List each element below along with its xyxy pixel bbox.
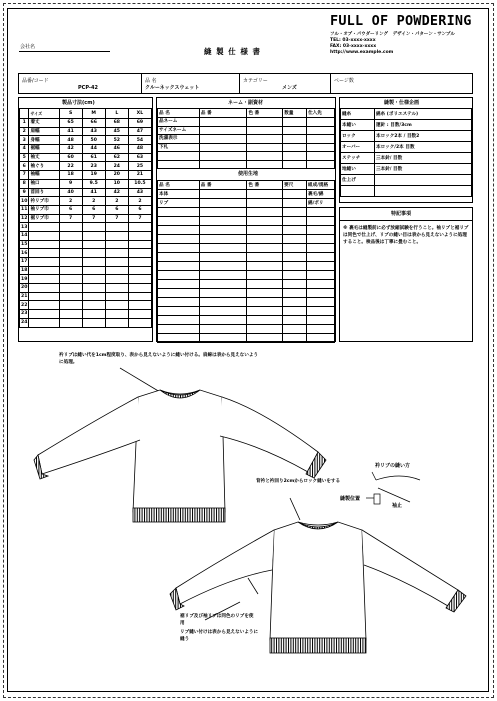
spec-value: 三本針/ 目数 <box>375 164 472 175</box>
measurement-value: 69 <box>128 119 151 128</box>
measurement-value: 9 <box>59 179 82 188</box>
size-col-s: S <box>59 109 82 119</box>
row-number: 1 <box>20 119 29 128</box>
measurement-value: 54 <box>128 136 151 145</box>
right-annotation-2: 縫製位置 <box>340 496 361 502</box>
measurement-label: 衿リブ巾 <box>29 197 59 206</box>
fabric-title: 使用生地 <box>238 171 259 177</box>
measurement-value: 6 <box>59 205 82 214</box>
row-number: 7 <box>20 171 29 180</box>
size-table-title: 製品寸法(cm) <box>62 100 95 106</box>
measurement-value: 2 <box>59 197 82 206</box>
measurement-value: 7 <box>105 214 128 223</box>
measurement-value: 60 <box>59 153 82 162</box>
measurement-value: 47 <box>128 127 151 136</box>
measurement-value: 7 <box>82 214 105 223</box>
measurement-value: 42 <box>105 188 128 197</box>
item-no-value: PCP-42 <box>78 85 98 91</box>
measurement-value: 68 <box>105 119 128 128</box>
measurement-value: 41 <box>82 188 105 197</box>
measurement-label: 身幅 <box>29 136 59 145</box>
measurement-label: 首回り <box>29 188 59 197</box>
measurement-label: 袖口 <box>29 179 59 188</box>
measurement-value: 62 <box>105 153 128 162</box>
measurement-value: 2 <box>82 197 105 206</box>
measurement-value: 46 <box>105 145 128 154</box>
page-count-label: ページ数 <box>334 78 354 84</box>
measurement-label: 袖リブ巾 <box>29 205 59 214</box>
spec-value: 運針 : 目数/3cm <box>375 120 472 131</box>
detail-callout <box>366 472 420 504</box>
brand-line-2: デザイン・パターン・サンプル <box>392 32 455 37</box>
row-number: 11 <box>21 207 28 213</box>
row-number: 6 <box>20 162 29 171</box>
brand-line-3: TEL: 03-xxxx-xxxx <box>330 38 376 43</box>
measurement-value: 44 <box>82 145 105 154</box>
spec-label: オーバー <box>341 142 375 153</box>
item-name-value: クルーネックスウェット <box>145 85 200 91</box>
row-number: 23 <box>21 311 28 317</box>
spec-label: 縫糸 <box>341 109 375 120</box>
row-number: 15 <box>21 241 28 247</box>
fabric-name: 本体 <box>158 190 200 199</box>
measurement-value: 65 <box>59 119 82 128</box>
row-number: 20 <box>21 285 28 291</box>
measurement-label: 裾幅 <box>29 145 59 154</box>
measurement-value: 10.5 <box>128 179 151 188</box>
item-no-label: 品番/コード <box>22 78 49 84</box>
size-col-l: L <box>105 109 128 119</box>
row-number: 8 <box>20 179 29 188</box>
bottom-annotation-2: リブ縫い付けは表から見えないように縫う <box>180 630 259 642</box>
bottom-annotation-1: 裾リブ及び袖リブは同色のリブを使用 <box>180 614 254 626</box>
measurement-value: 66 <box>82 119 105 128</box>
fabric-cell: 綿/ポリ <box>307 199 335 208</box>
measurement-value: 43 <box>82 127 105 136</box>
measurement-value: 63 <box>128 153 151 162</box>
spec-label: 本縫い <box>341 120 375 131</box>
row-number: 3 <box>20 136 29 145</box>
size-col-m: M <box>82 109 105 119</box>
spec-value: 三本針/ 目数 <box>375 153 472 164</box>
measurement-value: 23 <box>82 162 105 171</box>
measurement-value: 6 <box>105 205 128 214</box>
measurement-value: 50 <box>82 136 105 145</box>
row-number: 10 <box>21 198 28 204</box>
spec-value: 本ロック2本 / 目数2 <box>375 131 472 142</box>
category-value: メンズ <box>282 85 297 91</box>
spec-label: ステッチ <box>341 153 375 164</box>
measurement-value: 48 <box>128 145 151 154</box>
row-number: 5 <box>20 153 29 162</box>
fabric-header: 品 番 <box>199 181 247 190</box>
measurement-value: 6 <box>128 205 151 214</box>
measurement-value: 21 <box>128 171 151 180</box>
measurement-value: 61 <box>82 153 105 162</box>
measurement-label: 袖ぐり <box>29 162 59 171</box>
row-number: 9 <box>20 188 29 197</box>
measurement-value: 19 <box>82 171 105 180</box>
fabric-header: 色 番 <box>247 181 283 190</box>
spec-value: 綿糸 (ポリエステル) <box>375 109 472 120</box>
material-name: 下札 <box>158 143 200 152</box>
measurement-label: 着丈 <box>29 119 59 128</box>
sewing-spec-title: 縫製・仕様企画 <box>384 100 420 106</box>
row-number: 2 <box>20 127 29 136</box>
item-name-label: 品 名 <box>145 78 157 84</box>
company-label: 会社名 <box>20 44 36 50</box>
measurement-value: 2 <box>128 197 151 206</box>
fabric-header: 組成/規格 <box>307 181 335 190</box>
fabric-header: 要尺 <box>283 181 307 190</box>
front-annotation: 衿リブは縫い代を1cm程度取り、表から見えないように縫い付ける。肩線は表から見えないように処理。 <box>59 353 259 365</box>
materials-title: ネーム・副資材 <box>228 100 264 106</box>
measurement-value: 20 <box>105 171 128 180</box>
material-name: 洗濯表示 <box>158 135 200 144</box>
materials-header: 仕入先 <box>307 109 335 118</box>
size-header-label: サイズ <box>29 109 59 119</box>
row-number: 13 <box>21 224 28 230</box>
material-name: サイズネーム <box>158 126 200 135</box>
measurement-label: 肩幅 <box>29 127 59 136</box>
row-number: 21 <box>21 294 28 300</box>
brand-logo: FULL OF POWDERING <box>330 14 472 29</box>
measurement-value: 52 <box>105 136 128 145</box>
row-number: 14 <box>21 233 28 239</box>
notes-text: ※ 裏毛は縫製前に必ず放縮試験を行うこと。袖リブと裾リブは同色で仕上げ、リブの縫い目は表から見えないように処理すること。検品後は丁寧に畳むこと。 <box>343 226 469 245</box>
fabric-name: リブ <box>158 199 200 208</box>
measurement-label: 袖丈 <box>29 153 59 162</box>
fabric-cell: 裏毛/綿 <box>307 190 335 199</box>
measurement-value: 40 <box>59 188 82 197</box>
spec-label: ロック <box>341 131 375 142</box>
row-number: 16 <box>21 250 28 256</box>
fabric-header: 品 名 <box>158 181 200 190</box>
front-sweatshirt-drawing <box>34 368 326 522</box>
row-number: 22 <box>21 302 28 308</box>
spec-label: 地縫い <box>341 164 375 175</box>
measurement-value: 45 <box>105 127 128 136</box>
measurement-value: 22 <box>59 162 82 171</box>
measurement-value: 25 <box>128 162 151 171</box>
measurement-value: 7 <box>59 214 82 223</box>
measurement-value: 48 <box>59 136 82 145</box>
notes-title: 特記事項 <box>391 211 412 217</box>
measurement-value: 7 <box>128 214 151 223</box>
material-name: 品ネーム <box>158 118 200 127</box>
measurement-value: 10 <box>105 179 128 188</box>
measurement-label: 袖幅 <box>29 171 59 180</box>
brand-line-5: http://www.example.com <box>330 50 394 55</box>
row-number: 19 <box>21 276 28 282</box>
measurement-value: 42 <box>59 145 82 154</box>
measurement-value: 43 <box>128 188 151 197</box>
measurement-value: 18 <box>59 171 82 180</box>
measurement-label: 裾リブ巾 <box>29 214 59 223</box>
row-number: 12 <box>21 215 28 221</box>
measurement-value: 41 <box>59 127 82 136</box>
materials-header: 色 番 <box>247 109 283 118</box>
document-title: 縫 製 仕 様 書 <box>204 47 261 56</box>
measurement-value: 2 <box>105 197 128 206</box>
right-annotation-1: 衿リブの縫い方 <box>375 463 411 469</box>
row-number: 17 <box>21 259 28 265</box>
brand-line-1: フル・オブ・パウダーリング <box>330 32 389 37</box>
materials-header: 数量 <box>283 109 307 118</box>
size-col-xl: XL <box>128 109 151 119</box>
measurement-value: 24 <box>105 162 128 171</box>
spec-value: 本ロック/2本 目数 <box>375 142 472 153</box>
row-number: 4 <box>20 145 29 154</box>
row-number: 24 <box>21 320 28 326</box>
measurement-value: 6 <box>82 205 105 214</box>
materials-header: 品 番 <box>199 109 247 118</box>
brand-line-4: FAX: 03-xxxx-xxxx <box>330 44 377 49</box>
back-annotation: 背衿と衿回り2cmからロック縫いをする <box>256 479 341 484</box>
category-label: カテゴリー <box>243 78 268 84</box>
right-annotation-3: 袖止 <box>392 503 403 509</box>
spec-label: 仕上げ <box>341 175 375 186</box>
row-number: 18 <box>21 268 28 274</box>
materials-header: 品 名 <box>158 109 200 118</box>
measurement-value: 9.5 <box>82 179 105 188</box>
